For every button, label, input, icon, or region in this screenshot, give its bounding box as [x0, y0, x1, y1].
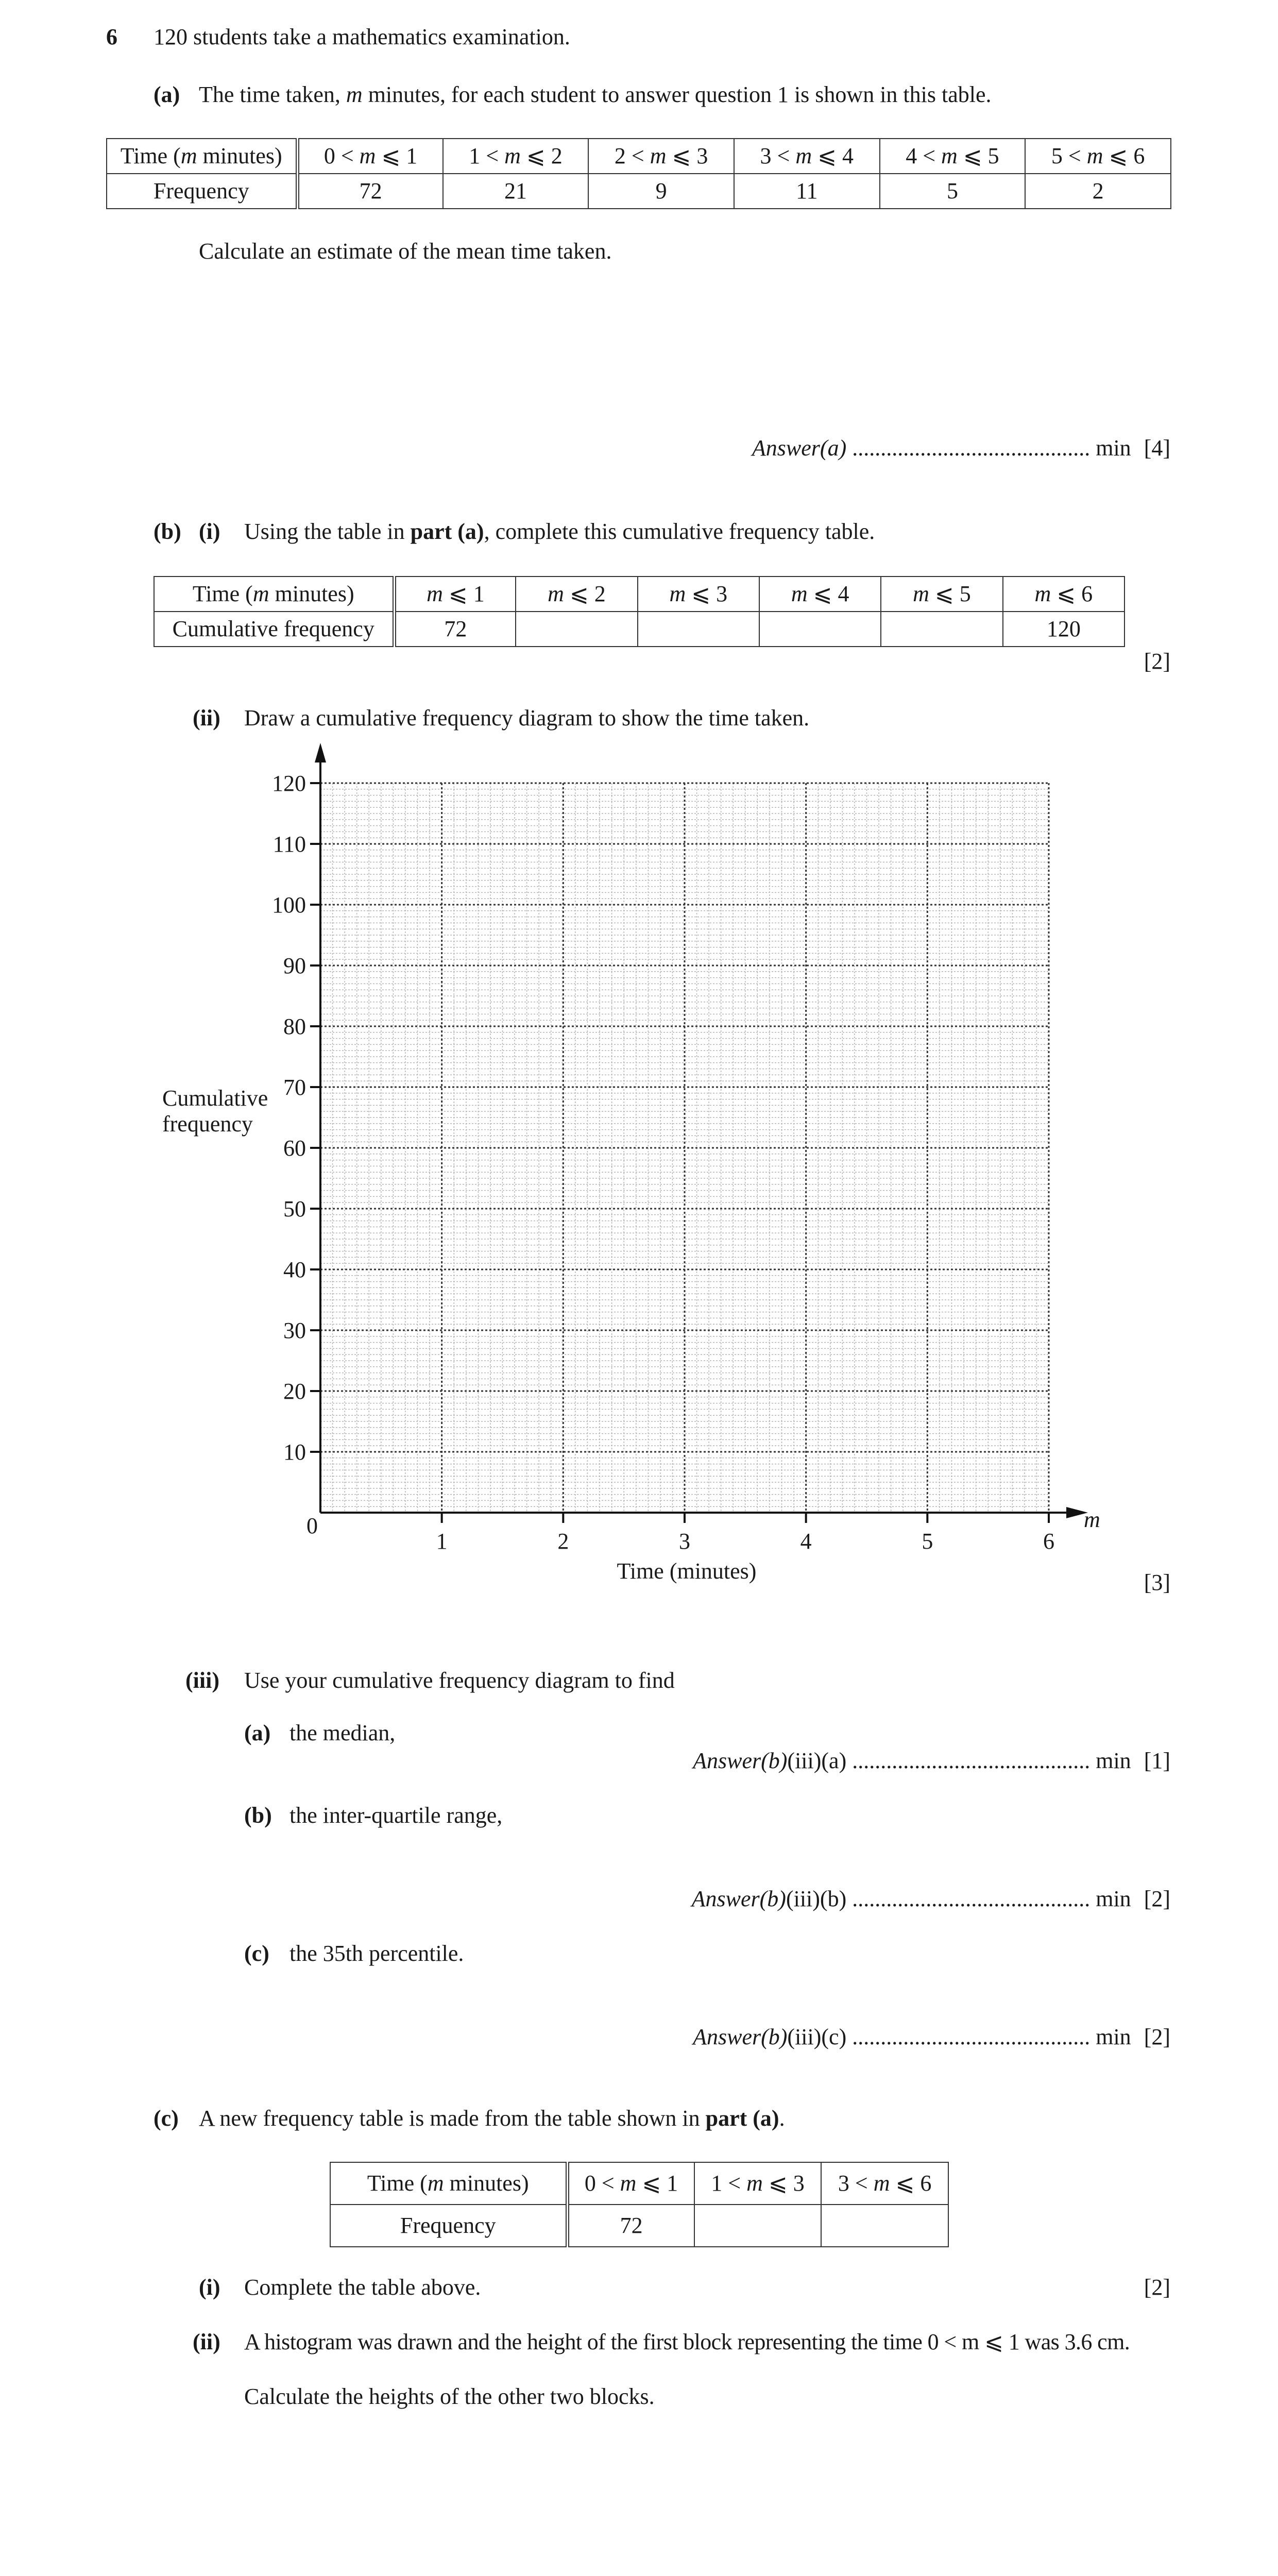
table-cell: 11 — [734, 174, 880, 209]
y-tick-label: 40 — [283, 1257, 306, 1282]
part-c-i-label: (i) — [199, 2275, 220, 2300]
answer-label-suffix: (iii)(b) — [786, 1886, 847, 1911]
table-row — [107, 174, 1171, 209]
answer-cell[interactable] — [759, 612, 881, 647]
answer-unit: min — [1096, 1886, 1131, 1911]
answer-b-iii-a-line — [693, 1750, 1170, 1772]
origin-label: 0 — [306, 1513, 318, 1538]
part-c-ii-label: (ii) — [193, 2329, 220, 2354]
part-a-text-post: minutes, for each student to answer question 1 is shown in this table. — [362, 82, 992, 107]
part-b-iii-b-label: (b) — [244, 1803, 272, 1828]
question-intro: 120 students take a mathematics examination. — [154, 24, 570, 49]
table-header-cell: Time (m minutes) — [107, 139, 297, 174]
part-b-iii-a-text: the median, — [289, 1720, 396, 1745]
table-cell: m ⩽ 2 — [516, 577, 637, 612]
y-tick-label: 110 — [272, 832, 306, 857]
answer-a-label: Answer(a) — [752, 435, 847, 461]
answer-label-suffix: (iii)(a) — [787, 1748, 847, 1773]
table-cell: 1 < m ⩽ 3 — [694, 2162, 822, 2205]
answer-label: Answer(b) — [693, 2024, 788, 2049]
answer-b-iii-b-line — [692, 1888, 1170, 1910]
answer-a-dots[interactable]: .......................................... — [852, 435, 1090, 461]
part-b-ii-marks: [3] — [1144, 1570, 1170, 1595]
table-cell: 1 < m ⩽ 2 — [443, 139, 589, 174]
table-cell: 5 — [880, 174, 1026, 209]
y-axis-arrow — [315, 743, 326, 762]
table-header-cell: Frequency — [107, 174, 297, 209]
part-b-i-text-bold: part (a) — [410, 519, 484, 544]
part-c-i-marks: [2] — [1144, 2275, 1170, 2300]
part-b-iii-c-label: (c) — [244, 1941, 269, 1966]
part-c-label: (c) — [154, 2106, 179, 2131]
part-b-i-marks: [2] — [1144, 649, 1170, 674]
answer-cell[interactable] — [516, 612, 637, 647]
table-cell: m ⩽ 4 — [759, 577, 881, 612]
answer-marks: [2] — [1144, 2024, 1170, 2049]
answer-cell[interactable] — [881, 612, 1002, 647]
y-tick-label: 100 — [272, 892, 306, 918]
y-tick-label: 120 — [272, 771, 306, 796]
table-cell: 3 < m ⩽ 4 — [734, 139, 880, 174]
table-cell: 120 — [1003, 612, 1124, 647]
table-header-cell: Frequency — [330, 2205, 567, 2247]
table-cell: 2 — [1025, 174, 1171, 209]
part-c-text-bold: part (a) — [705, 2106, 779, 2131]
axes — [315, 743, 1088, 1518]
part-b-iii-c-text: the 35th percentile. — [289, 1941, 464, 1966]
table-cell: m ⩽ 1 — [394, 577, 516, 612]
part-b-iii-label: (iii) — [185, 1668, 219, 1693]
table-cell: 5 < m ⩽ 6 — [1025, 139, 1171, 174]
table-header-cell: Time (m minutes) — [330, 2162, 567, 2205]
part-c-ii-text: A histogram was drawn and the height of the first block representing the time 0 < m ⩽ 1 was 3.6 cm. — [244, 2329, 1130, 2354]
part-b-ii-label: (ii) — [193, 705, 220, 731]
table-row — [330, 2162, 948, 2205]
answer-cell[interactable] — [638, 612, 759, 647]
table-row — [107, 139, 1171, 174]
part-c-ii-text2: Calculate the heights of the other two blocks. — [244, 2384, 655, 2409]
table-cell: 72 — [297, 174, 443, 209]
table-cell: m ⩽ 6 — [1003, 577, 1124, 612]
y-tick-label: 10 — [283, 1439, 306, 1465]
frequency-table-a — [106, 138, 1171, 209]
x-tick-label: 4 — [800, 1529, 812, 1554]
part-a-instruction: Calculate an estimate of the mean time taken. — [199, 239, 612, 264]
x-tick-label: 3 — [679, 1529, 690, 1554]
y-axis-label: frequency — [162, 1111, 253, 1137]
answer-label: Answer(b) — [691, 1886, 786, 1911]
part-b-iii-text: Use your cumulative frequency diagram to find — [244, 1668, 675, 1693]
table-cell: m ⩽ 3 — [638, 577, 759, 612]
answer-dots[interactable]: .......................................... — [852, 1886, 1090, 1911]
y-tick-label: 70 — [283, 1075, 306, 1100]
table-cell: 0 < m ⩽ 1 — [297, 139, 443, 174]
part-b-iii-b-text: the inter-quartile range, — [289, 1803, 503, 1828]
cumulative-frequency-table — [154, 576, 1125, 647]
x-axis-label: Time (minutes) — [617, 1558, 757, 1584]
part-b-iii-a-label: (a) — [244, 1720, 271, 1745]
answer-cell[interactable] — [821, 2205, 948, 2247]
question-number: 6 — [106, 24, 117, 49]
part-b-i-text — [244, 520, 875, 543]
x-axis-variable: m — [1084, 1507, 1100, 1532]
table-cell: 2 < m ⩽ 3 — [588, 139, 734, 174]
answer-label: Answer(b) — [693, 1748, 788, 1773]
table-cell: 72 — [567, 2205, 694, 2247]
x-tick-label: 1 — [436, 1529, 448, 1554]
part-b-ii-text: Draw a cumulative frequency diagram to show the time taken. — [244, 705, 810, 731]
table-header-cell: Cumulative frequency — [154, 612, 394, 647]
answer-a-line — [752, 437, 1170, 460]
answer-label-suffix: (iii)(c) — [787, 2024, 847, 2049]
y-tick-label: 80 — [283, 1014, 306, 1039]
part-a-label: (a) — [154, 82, 180, 107]
answer-b-iii-c-line — [693, 2026, 1170, 2048]
table-cell: 4 < m ⩽ 5 — [880, 139, 1026, 174]
part-c-text-pre: A new frequency table is made from the table shown in — [199, 2106, 706, 2131]
part-b-label: (b) — [154, 519, 181, 544]
answer-marks: [2] — [1144, 1886, 1170, 1911]
part-a-text — [199, 83, 992, 106]
answer-marks: [1] — [1144, 1748, 1170, 1773]
x-tick-label: 5 — [922, 1529, 933, 1554]
answer-unit: min — [1096, 2024, 1131, 2049]
table-row — [154, 577, 1124, 612]
table-cell: 72 — [394, 612, 516, 647]
tick-labels — [272, 771, 1054, 1554]
part-c-text-post: . — [779, 2106, 785, 2131]
ticks — [310, 783, 1049, 1523]
part-b-i-label: (i) — [199, 519, 220, 544]
answer-dots[interactable]: .......................................... — [852, 2024, 1090, 2049]
y-tick-label: 90 — [283, 953, 306, 978]
y-tick-label: 50 — [283, 1196, 306, 1222]
y-axis-label: Cumulative — [162, 1086, 268, 1111]
answer-a-unit: min — [1096, 435, 1131, 461]
part-a-text-pre: The time taken, — [199, 82, 346, 107]
table-row — [330, 2205, 948, 2247]
table-cell: 9 — [588, 174, 734, 209]
part-b-i-text-pre: Using the table in — [244, 519, 411, 544]
table-cell: m ⩽ 5 — [881, 577, 1002, 612]
y-tick-label: 30 — [283, 1318, 306, 1343]
part-a-var: m — [346, 82, 363, 107]
answer-cell[interactable] — [694, 2205, 822, 2247]
y-tick-label: 20 — [283, 1379, 306, 1404]
frequency-table-c — [330, 2162, 949, 2247]
part-c-i-text: Complete the table above. — [244, 2275, 481, 2300]
table-header-cell: Time (m minutes) — [154, 577, 394, 612]
table-row — [154, 612, 1124, 647]
table-cell: 21 — [443, 174, 589, 209]
cumulative-frequency-grid[interactable] — [0, 742, 1278, 1618]
part-c-text — [199, 2107, 785, 2130]
answer-a-marks: [4] — [1144, 435, 1170, 461]
table-cell: 3 < m ⩽ 6 — [821, 2162, 948, 2205]
x-tick-label: 6 — [1043, 1529, 1054, 1554]
part-b-i-text-post: , complete this cumulative frequency table. — [484, 519, 875, 544]
table-cell: 0 < m ⩽ 1 — [567, 2162, 694, 2205]
answer-unit: min — [1096, 1748, 1131, 1773]
answer-dots[interactable]: .......................................... — [852, 1748, 1090, 1773]
x-tick-label: 2 — [557, 1529, 569, 1554]
y-tick-label: 60 — [283, 1136, 306, 1161]
